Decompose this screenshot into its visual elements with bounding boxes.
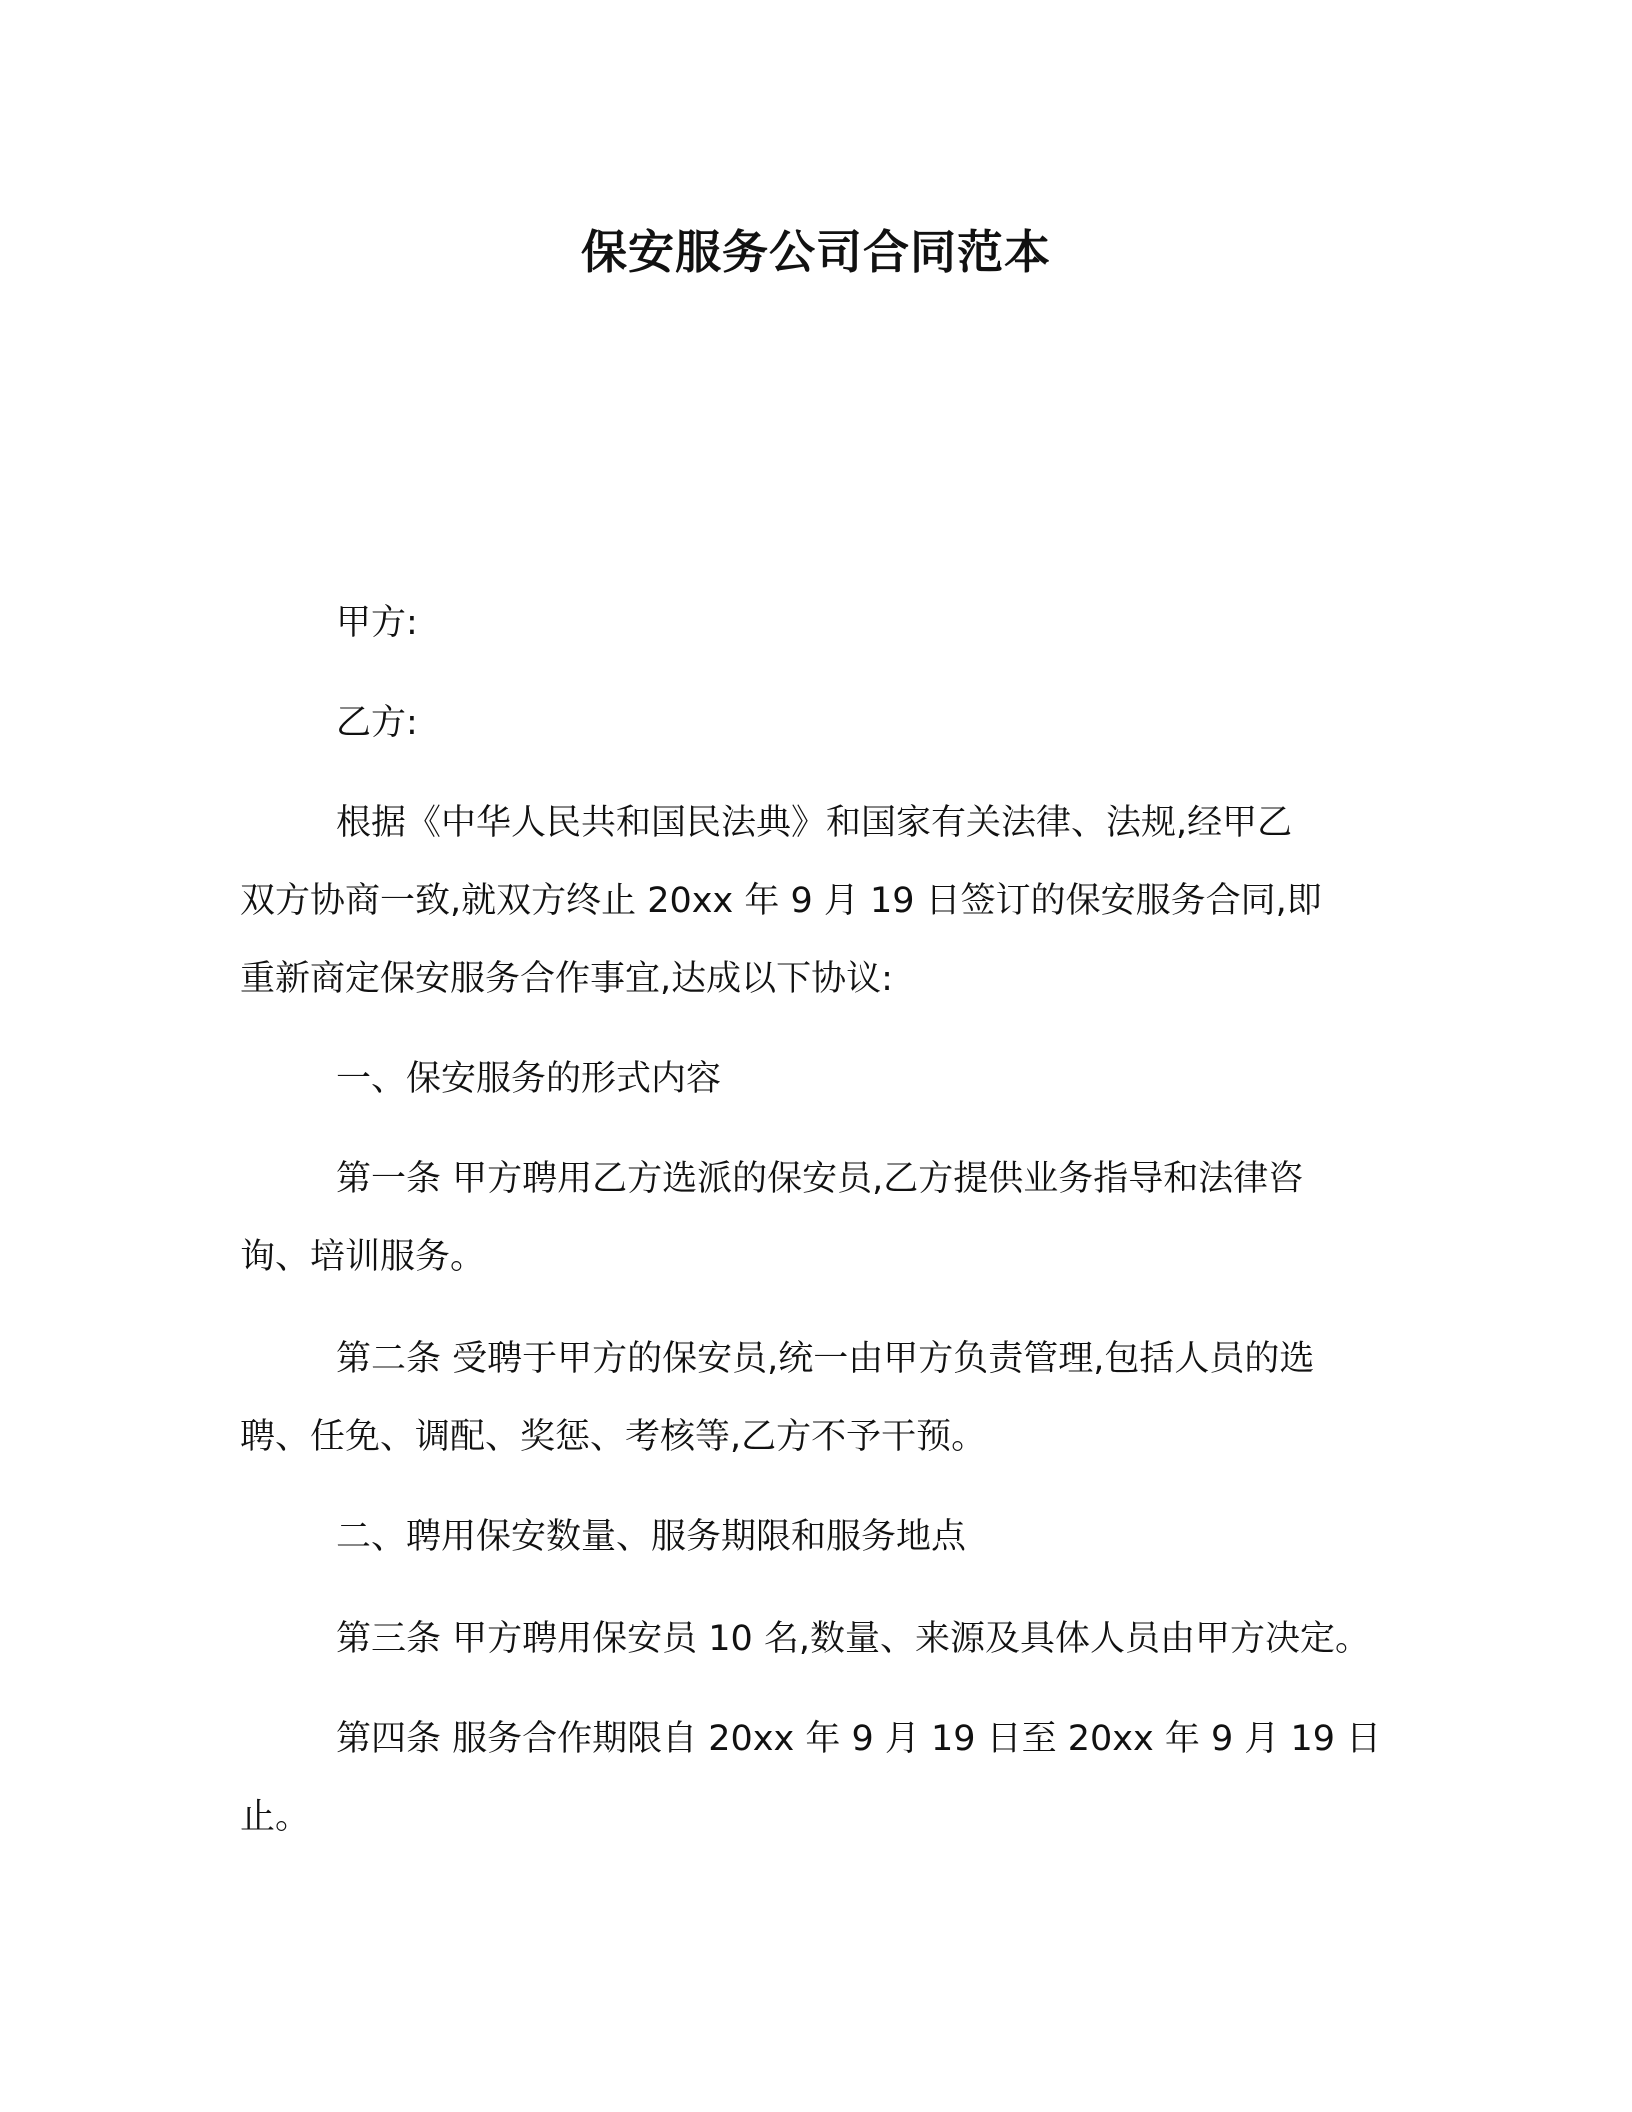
article-2-line-2: 聘、任免、调配、奖惩、考核等,乙方不予干预。 bbox=[240, 1417, 987, 1457]
article-4-line-2: 止。 bbox=[240, 1797, 311, 1837]
section-1-heading: 一、保安服务的形式内容 bbox=[336, 1059, 722, 1099]
party-b-label: 乙方: bbox=[336, 703, 418, 743]
article-4-line-1: 第四条 服务合作期限自 20xx 年 9 月 19 日至 20xx 年 9 月 19 日 bbox=[336, 1719, 1382, 1759]
article-2-line-1: 第二条 受聘于甲方的保安员,统一由甲方负责管理,包括人员的选 bbox=[336, 1339, 1315, 1379]
article-1-line-1: 第一条 甲方聘用乙方选派的保安员,乙方提供业务指导和法律咨 bbox=[336, 1159, 1304, 1199]
article-3: 第三条 甲方聘用保安员 10 名,数量、来源及具体人员由甲方决定。 bbox=[336, 1619, 1371, 1659]
section-2-heading: 二、聘用保安数量、服务期限和服务地点 bbox=[336, 1517, 967, 1557]
intro-line-1: 根据《中华人民共和国民法典》和国家有关法律、法规,经甲乙 bbox=[336, 803, 1293, 843]
document-title: 保安服务公司合同范本 bbox=[581, 225, 1051, 279]
party-a-label: 甲方: bbox=[336, 603, 418, 643]
article-1-line-2: 询、培训服务。 bbox=[240, 1237, 486, 1277]
intro-line-2: 双方协商一致,就双方终止 20xx 年 9 月 19 日签订的保安服务合同,即 bbox=[240, 881, 1322, 921]
intro-line-3: 重新商定保安服务合作事宜,达成以下协议: bbox=[240, 959, 893, 999]
